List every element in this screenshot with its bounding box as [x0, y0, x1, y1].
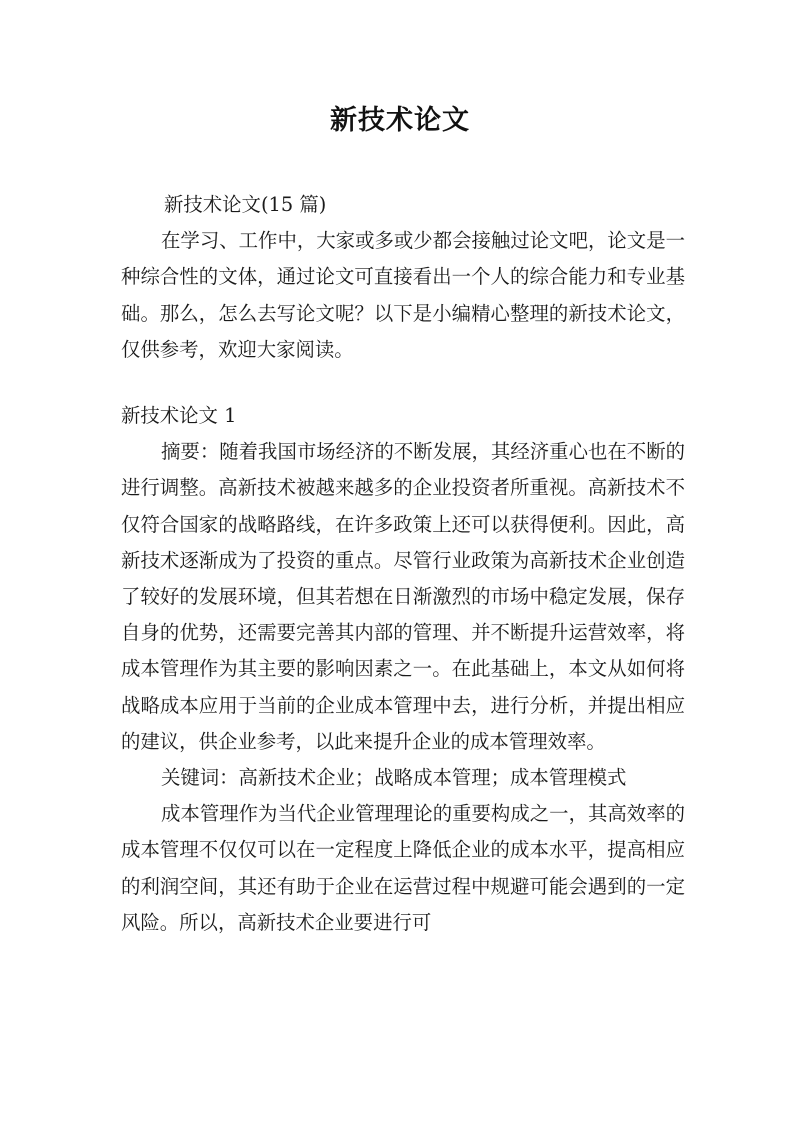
- section-heading: 新技术论文 1: [121, 404, 237, 428]
- document-title: 新技术论文: [330, 105, 470, 136]
- document-subtitle: 新技术论文(15 篇): [164, 193, 327, 216]
- intro-paragraph: 在学习、工作中，大家或多或少都会接触过论文吧，论文是一种综合性的文体，通过论文可直接看出一个人的综合能力和专业基础。那么，怎么去写论文呢？以下是小编精心整理的新技术论文，仅供参考，欢迎大家阅读。: [121, 229, 685, 361]
- paragraph-gap: [121, 368, 685, 398]
- document-body: [121, 187, 685, 941]
- keywords-line: 关键词：高新技术企业；战略成本管理；成本管理模式: [161, 766, 627, 790]
- body-paragraph: 成本管理作为当代企业管理理论的重要构成之一，其高效率的成本管理不仅仅可以在一定程度上降低企业的成本水平，提高相应的利润空间，其还有助于企业在运营过程中规避可能会遇到的一定风险。所以，高新技术企业要进行可: [121, 802, 685, 934]
- abstract-paragraph: 摘要：随着我国市场经济的不断发展，其经济重心也在不断的进行调整。高新技术被越来越多的企业投资者所重视。高新技术不仅符合国家的战略路线，在许多政策上还可以获得便利。因此，高新技术逐渐成为了投资的重点。尽管行业政策为高新技术企业创造了较好的发展环境，但其若想在日渐激烈的市场中稳定发展，保存自身的优势，还需要完善其内部的管理、并不断提升运营效率，将成本管理作为其主要的影响因素之一。在此基础上，本文从如何将战略成本应用于当前的企业成本管理中去，进行分析，并提出相应的建议，供企业参考，以此来提升企业的成本管理效率。: [121, 440, 685, 753]
